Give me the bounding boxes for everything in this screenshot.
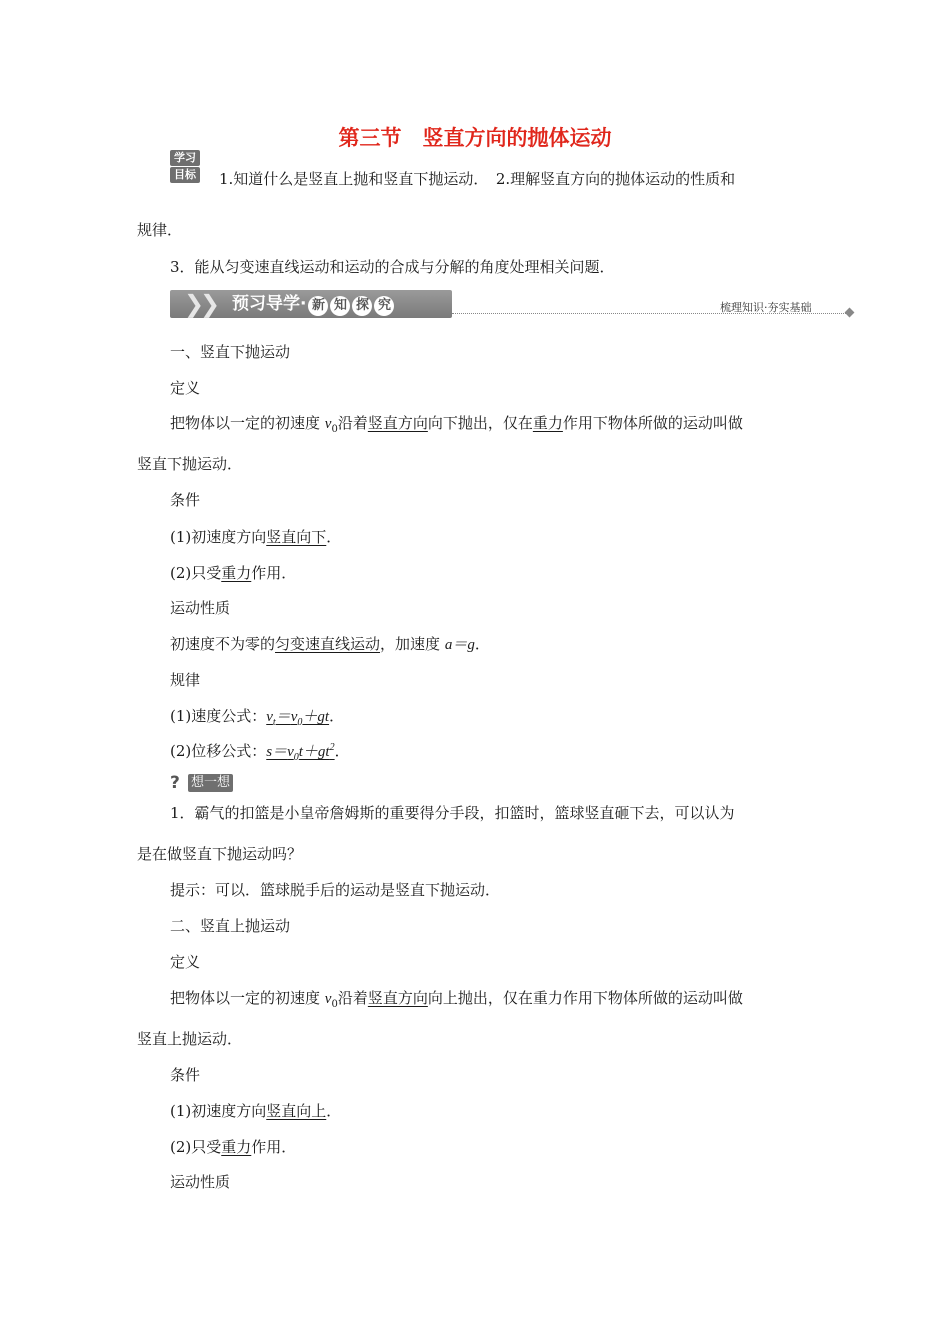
formula-part: s＝ <box>266 744 288 760</box>
answer-hint: 提示：可以．篮球脱手后的运动是竖直下抛运动． <box>170 881 501 899</box>
subscript-0: 0 <box>293 752 299 763</box>
text-run: 作用． <box>251 564 297 582</box>
subscript-0: 0 <box>331 424 338 435</box>
subscript-t: t <box>272 717 276 728</box>
section-heading: 一、竖直下抛运动 <box>170 343 291 361</box>
law-label: 规律 <box>170 671 201 689</box>
answer-blank: 重力 <box>221 1138 252 1156</box>
banner-circle-char: 探 <box>352 296 372 316</box>
definition-label: 定义 <box>170 379 201 397</box>
text-run: ． <box>474 635 490 653</box>
text-run: 沿着 <box>337 414 368 432</box>
text-run: (2)只受 <box>170 564 222 582</box>
text-run: (2)位移公式： <box>170 742 267 760</box>
nature-label: 运动性质 <box>170 1173 231 1191</box>
answer-blank: 竖直向上 <box>266 1102 327 1120</box>
diamond-icon <box>845 308 855 318</box>
condition-1 <box>170 1100 341 1121</box>
think-label: 想一想 <box>188 774 233 792</box>
goals-line-1: 1.知道什么是竖直上抛和竖直下抛运动． 2.理解竖直方向的抛体运动的性质和 <box>219 170 736 188</box>
condition-2 <box>170 1136 296 1157</box>
answer-blank: 竖直方向 <box>367 989 428 1007</box>
banner-circle-char: 新 <box>308 296 328 316</box>
definition-line-1 <box>170 987 743 1010</box>
symbol-v: v <box>324 416 332 432</box>
answer-blank: 重力 <box>532 414 563 432</box>
learning-goals-badge <box>170 150 200 183</box>
text-run: ． <box>326 1102 342 1120</box>
subscript-0: 0 <box>331 999 338 1010</box>
text-run: ． <box>329 707 345 725</box>
superscript-2: 2 <box>329 742 335 753</box>
text-run: 作用． <box>251 1138 297 1156</box>
answer-blank: 重力 <box>221 564 252 582</box>
nature-label: 运动性质 <box>170 599 231 617</box>
goals-line-3: 3．能从匀变速直线运动和运动的合成与分解的角度处理相关问题． <box>170 258 615 276</box>
goals-line-2: 规律． <box>137 221 183 239</box>
symbol-v: v <box>290 709 298 725</box>
text-run: (1)初速度方向 <box>170 1102 267 1120</box>
chevron-right-icon: ❯ <box>200 290 221 318</box>
answer-blank: 竖直向下 <box>266 528 327 546</box>
text-run: (2)只受 <box>170 1138 222 1156</box>
text-run: 向下抛出，仅在 <box>427 414 533 432</box>
question-mark-icon: ? <box>170 773 180 793</box>
definition-line-2: 竖直下抛运动． <box>137 455 243 473</box>
section-banner <box>170 290 452 318</box>
text-run: ． <box>334 742 350 760</box>
text-run: 把物体以一定的初速度 <box>170 414 325 432</box>
text-run: 向上抛出，仅在重力作用下物体所做的运动叫做 <box>427 989 743 1007</box>
banner-title <box>232 290 394 318</box>
formula-part: t＋gt <box>298 744 330 760</box>
displacement-formula <box>266 742 335 763</box>
text-run: 作用下物体所做的运动叫做 <box>562 414 743 432</box>
text-run: (1)初速度方向 <box>170 528 267 546</box>
badge-line-2: 目标 <box>170 167 200 183</box>
subscript-0: 0 <box>297 717 303 728</box>
banner-circle-char: 究 <box>374 296 394 316</box>
badge-line-1: 学习 <box>170 150 200 166</box>
question-line-2: 是在做竖直下抛运动吗？ <box>137 845 303 863</box>
definition-label: 定义 <box>170 953 201 971</box>
condition-label: 条件 <box>170 1066 201 1084</box>
text-run: ． <box>326 528 342 546</box>
symbol-v: v <box>287 744 294 760</box>
symbol-v: v <box>266 709 273 725</box>
answer-blank: 竖直方向 <box>367 414 428 432</box>
law-velocity <box>170 705 344 728</box>
formula-rest: ＋gt <box>302 709 330 725</box>
text-run: (1)速度公式： <box>170 707 267 725</box>
condition-label: 条件 <box>170 491 201 509</box>
formula: a＝g <box>444 637 475 653</box>
condition-1 <box>170 526 341 547</box>
symbol-v: v <box>324 991 332 1007</box>
banner-circle-char: 知 <box>330 296 350 316</box>
velocity-formula <box>266 709 330 728</box>
chevron-right-icon: ❯ <box>184 290 205 318</box>
equals: ＝ <box>275 709 291 725</box>
definition-line-2: 竖直上抛运动． <box>137 1030 243 1048</box>
text-run: ，加速度 <box>380 635 445 653</box>
question-line-1: 1．霸气的扣篮是小皇帝詹姆斯的重要得分手段，扣篮时，篮球竖直砸下去，可以认为 <box>170 804 735 822</box>
page-title: 第三节 竖直方向的抛体运动 <box>338 126 612 150</box>
section-heading: 二、竖直上抛运动 <box>170 917 291 935</box>
answer-blank: 匀变速直线运动 <box>275 635 381 653</box>
law-displacement <box>170 740 350 763</box>
banner-right-tag: 梳理知识·夯实基础 <box>720 301 812 314</box>
condition-2 <box>170 562 296 583</box>
banner-label: 预习导学· <box>232 294 307 314</box>
nature-line <box>170 633 490 654</box>
text-run: 把物体以一定的初速度 <box>170 989 325 1007</box>
text-run: 初速度不为零的 <box>170 635 276 653</box>
text-run: 沿着 <box>337 989 368 1007</box>
definition-line-1 <box>170 412 743 435</box>
